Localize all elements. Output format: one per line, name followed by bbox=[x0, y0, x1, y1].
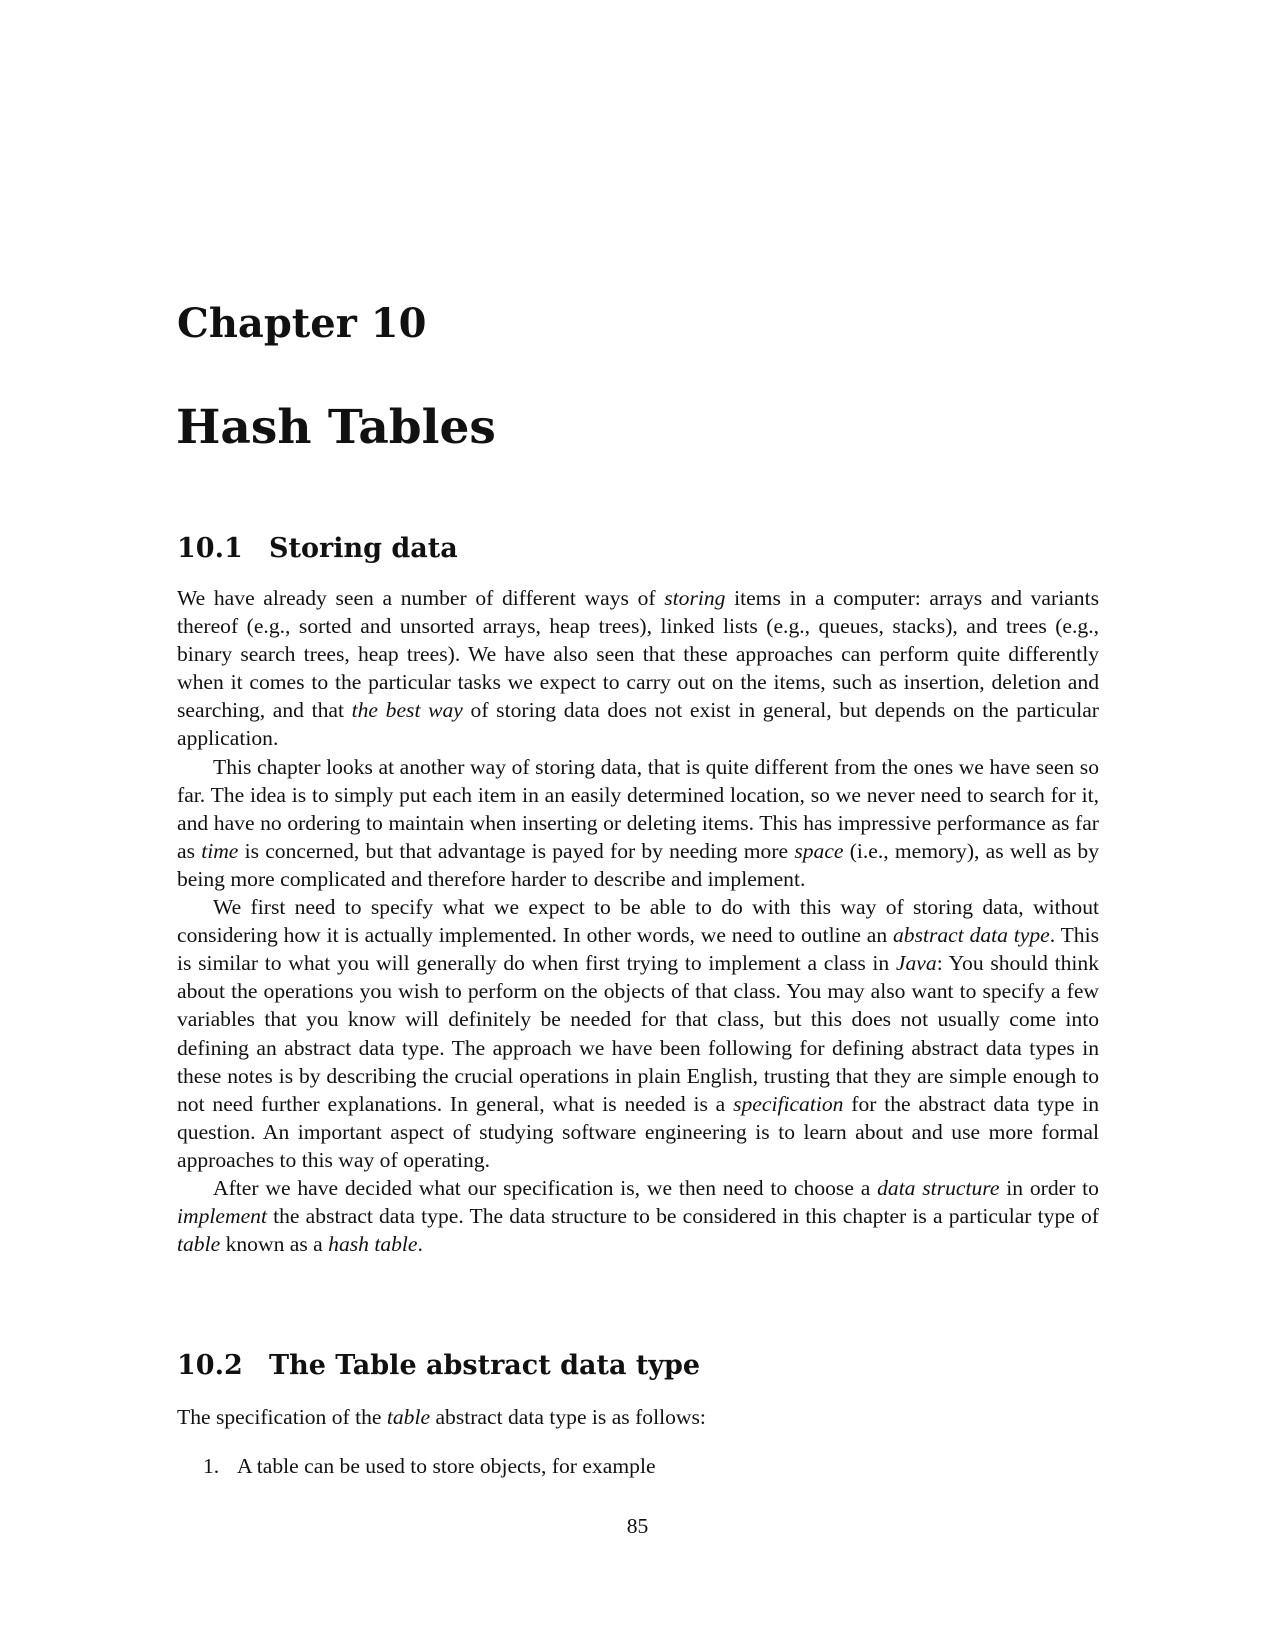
emphasized-term: storing bbox=[664, 586, 726, 610]
page-number: 85 bbox=[626, 1514, 649, 1538]
emphasized-term: table bbox=[177, 1232, 221, 1257]
section-body bbox=[177, 584, 1099, 1258]
section-title: Storing data bbox=[269, 533, 458, 564]
chapter-title: Hash Tables bbox=[176, 400, 496, 455]
paragraph: This chapter looks at another way of storing data, that is quite different from the ones we have seen so far. The idea is to simply put each item in an easily determined location, so we never need to search for it, and have no ordering to maintain when inserting or deleting items. This has impressive performance as far as time is concerned, but that advantage is payed for by needing more space (i.e., memory), as well as by being more complicated and therefore harder to describe and implement. bbox=[177, 754, 1099, 891]
list-item bbox=[177, 1452, 1099, 1480]
section-body bbox=[177, 1403, 1099, 1431]
emphasized-term: space bbox=[794, 838, 844, 863]
section-heading bbox=[177, 1349, 700, 1383]
section-heading bbox=[177, 532, 458, 566]
paragraph: The specification of the table abstract data type is as follows: bbox=[177, 1405, 706, 1429]
emphasized-term: specification bbox=[733, 1091, 844, 1116]
list-item-number: 1. bbox=[203, 1454, 220, 1478]
section-number: 10.2 bbox=[177, 1350, 243, 1381]
list-item-text: A table can be used to store objects, for example bbox=[237, 1454, 656, 1478]
emphasized-term: the best way bbox=[351, 698, 463, 723]
emphasized-term: data structure bbox=[877, 1175, 1000, 1200]
numbered-list bbox=[177, 1452, 1099, 1480]
emphasized-term: abstract data type bbox=[892, 923, 1050, 948]
emphasized-term: table bbox=[386, 1405, 431, 1429]
chapter-label: Chapter 10 bbox=[177, 300, 427, 347]
emphasized-term: Java bbox=[895, 951, 937, 976]
paragraph: We have already seen a number of different ways of storing items in a computer: arrays and variants thereof (e.g., sorted and unsorted arrays, heap trees), linked lists (e.g., queues, stacks), and trees (e.g., binary search trees, heap trees). We have also seen that these approaches can perform quite differently when it comes to the particular tasks we expect to carry out on the items, such as insertion, deletion and searching, and that the best way of storing data does not exist in general, but depends on the particular application. bbox=[177, 586, 1099, 751]
section-title: The Table abstract data type bbox=[269, 1350, 701, 1381]
emphasized-term: time bbox=[201, 838, 239, 863]
emphasized-term: implement bbox=[177, 1204, 267, 1229]
emphasized-term: hash table bbox=[328, 1232, 418, 1257]
paragraph: After we have decided what our specification is, we then need to choose a data structure in order to implement the abstract data type. The data structure to be considered in this chapter is a particular type of table known as a hash table. bbox=[177, 1175, 1099, 1257]
section-number: 10.1 bbox=[177, 533, 243, 564]
paragraph: We first need to specify what we expect to be able to do with this way of storing data, without considering how it is actually implemented. In other words, we need to outline an abstract data type. This is similar to what you will generally do when first trying to implement a class in Java: You should think about the operations you wish to perform on the objects of that class. You may also want to specify a few variables that you know will definitely be needed for that class, but this does not usually come into defining an abstract data type. The approach we have been following for defining abstract data types in these notes is by describing the crucial operations in plain English, trusting that they are simple enough to not need further explanations. In general, what is needed is a specification for the abstract data type in question. An important aspect of studying software engineering is to learn about and use more formal approaches to this way of operating. bbox=[177, 895, 1100, 1172]
